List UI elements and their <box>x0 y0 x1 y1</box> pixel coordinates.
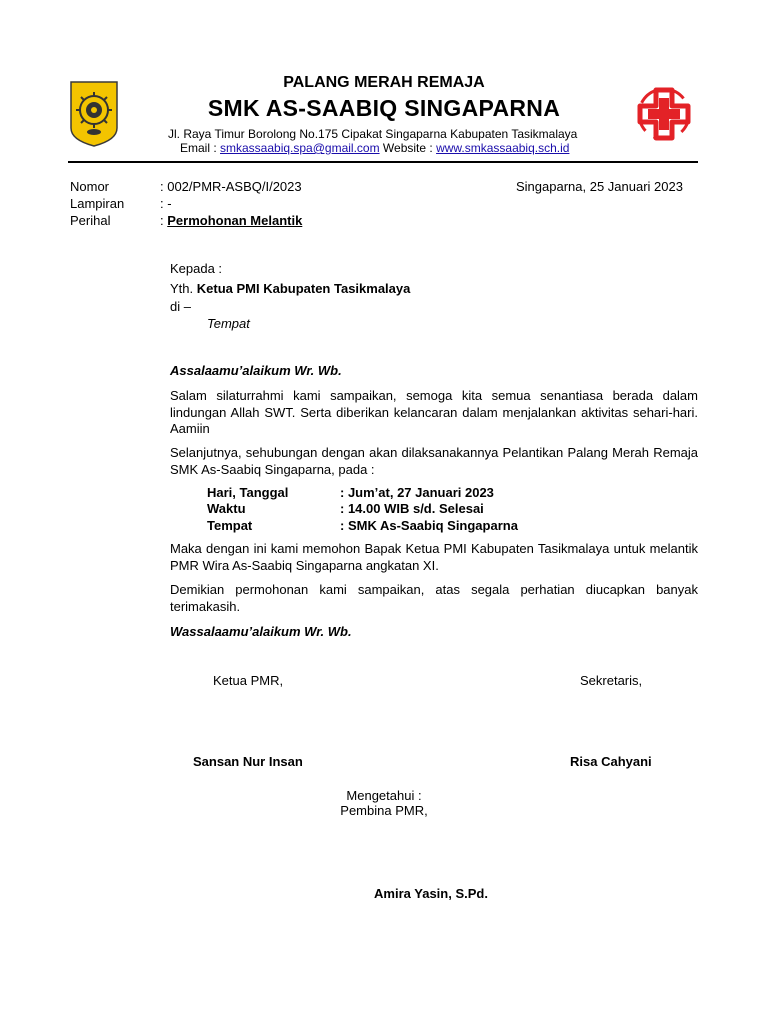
greeting: Assalaamu’alaikum Wr. Wb. <box>170 363 342 378</box>
place-date: Singaparna, 25 Januari 2023 <box>516 179 683 194</box>
school-name: SMK AS-SAABIQ SINGAPARNA <box>207 95 561 121</box>
nomor-value: : 002/PMR-ASBQ/I/2023 <box>160 179 302 194</box>
perihal-line <box>160 213 302 228</box>
perihal-colon: : <box>160 213 168 228</box>
detail-value-2: : 14.00 WIB s/d. Selesai <box>340 501 484 516</box>
nomor-label: Nomor <box>70 179 110 194</box>
left-signer-title: Ketua PMR, <box>213 673 284 688</box>
recipient-line <box>170 281 410 296</box>
center-signer-title-2: Pembina PMR, <box>340 803 428 818</box>
left-signer-name: Sansan Nur Insan <box>193 754 303 769</box>
lampiran-label: Lampiran <box>70 196 125 211</box>
website-link[interactable]: www.smkassaabiq.sch.id <box>436 141 570 155</box>
header-divider <box>68 161 698 163</box>
center-signer-title-1: Mengetahui : <box>346 788 422 803</box>
website-label: Website : <box>379 141 437 155</box>
di: di – <box>170 299 191 314</box>
detail-label-3: Tempat <box>207 518 253 533</box>
center-signer-name: Amira Yasin, S.Pd. <box>374 886 488 901</box>
detail-value-3: : SMK As-Saabiq Singaparna <box>340 518 518 533</box>
recipient-name: Ketua PMI Kabupaten Tasikmalaya <box>196 281 411 296</box>
email-link[interactable]: smkassaabiq.spa@gmail.com <box>220 141 380 155</box>
email-label: Email : <box>180 141 221 155</box>
paragraph-2: Selanjutnya, sehubungan dengan akan dilaksanakannya Pelantikan Palang Merah Remaja SMK As-Saabiq Singaparna, pada : <box>170 445 698 477</box>
perihal-value: Permohonan Melantik <box>167 213 303 228</box>
kepada: Kepada : <box>170 261 223 276</box>
right-signer-name: Risa Cahyani <box>570 754 652 769</box>
closing: Wassalaamu’alaikum Wr. Wb. <box>170 624 352 639</box>
lampiran-value: : - <box>160 196 172 211</box>
tempat: Tempat <box>207 316 250 331</box>
paragraph-3: Maka dengan ini kami memohon Bapak Ketua PMI Kabupaten Tasikmalaya untuk melantik PMR Wira As-Saabiq Singaparna angkatan XI. <box>170 541 698 573</box>
yth-prefix: Yth. <box>170 281 197 296</box>
paragraph-4: Demikian permohonan kami sampaikan, atas segala perhatian diucapkan banyak terimakasih. <box>170 582 698 614</box>
school-address: Jl. Raya Timur Borolong No.175 Cipakat Singaparna Kabupaten Tasikmalaya <box>168 127 578 141</box>
paragraph-1: Salam silaturrahmi kami sampaikan, semoga kita semua senantiasa berada dalam lindungan Allah SWT. Serta diberikan kelancaran dalam menjalankan aktivitas sehari-hari. Aamiin <box>170 388 698 436</box>
detail-label-2: Waktu <box>207 501 246 516</box>
detail-value-1: : Jum’at, 27 Januari 2023 <box>340 485 494 500</box>
perihal-label: Perihal <box>70 213 111 228</box>
detail-label-1: Hari, Tanggal <box>207 485 289 500</box>
right-signer-title: Sekretaris, <box>580 673 643 688</box>
org-name: PALANG MERAH REMAJA <box>283 74 485 91</box>
contact-line <box>180 141 569 155</box>
